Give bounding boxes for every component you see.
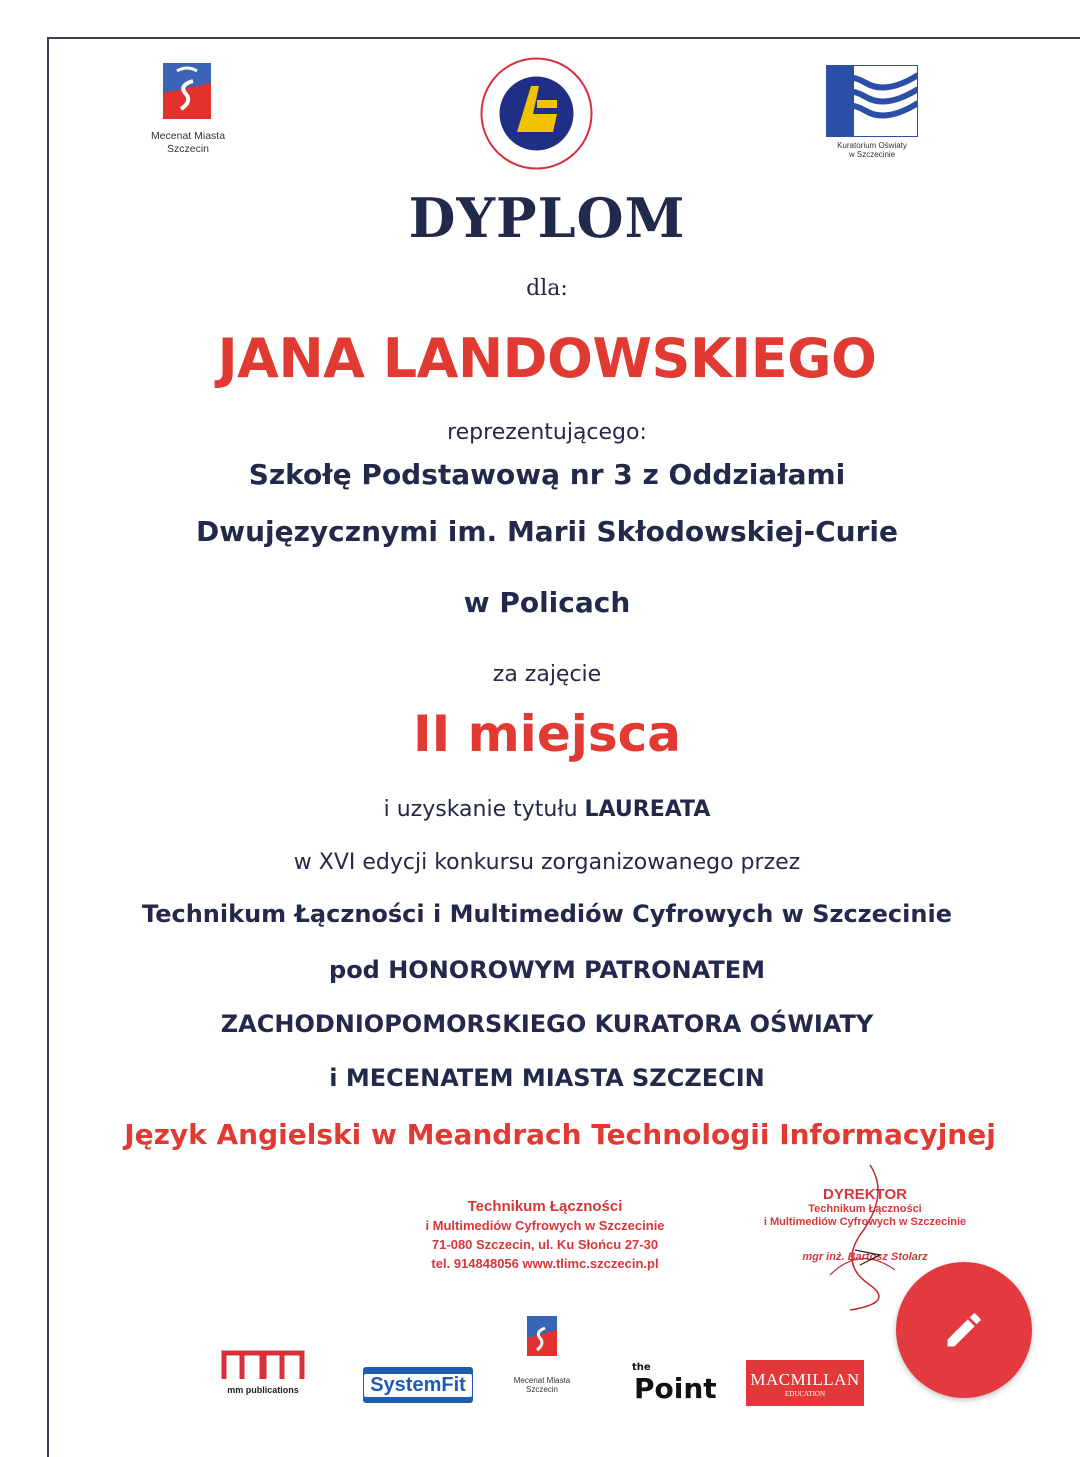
address-line1: Technikum Łączności xyxy=(467,1198,623,1215)
mecenat-small-logo xyxy=(527,1316,557,1356)
diploma-title: DYPLOM xyxy=(408,186,686,250)
school-city: w Policach xyxy=(463,586,631,619)
title-line-bold: LAUREATA xyxy=(584,797,711,822)
patronage-line3: i MECENATEM MIASTA SZCZECIN xyxy=(329,1064,765,1092)
representing-label: reprezentującego: xyxy=(447,420,647,445)
macmillan-logo xyxy=(746,1360,864,1406)
place-text: II miejsca xyxy=(412,705,682,763)
mecenat-caption: Mecenat Miasta Szczecin xyxy=(150,130,226,155)
title-line-prefix: i uzyskanie tytułu xyxy=(383,797,585,822)
address-line2: i Multimediów Cyfrowych w Szczecinie xyxy=(425,1218,665,1233)
recipient-name: JANA LANDOWSKIEGO xyxy=(217,327,877,390)
systemfit-text: SystemFit xyxy=(364,1374,472,1397)
address-line3: 71-080 Szczecin, ul. Ku Słońcu 27-30 xyxy=(431,1237,659,1252)
systemfit-logo xyxy=(363,1367,473,1403)
for-label: dla: xyxy=(526,276,568,301)
stamp-line1: Technikum Łączności xyxy=(808,1203,922,1215)
mecenat-logo xyxy=(163,63,211,119)
title-line xyxy=(47,797,1047,822)
kuratorium-logo xyxy=(826,65,918,137)
organizer-name: Technikum Łączności i Multimediów Cyfrowych w Szczecinie xyxy=(142,900,952,928)
school-name-line2: Dwujęzycznymi im. Marii Skłodowskiej-Curie xyxy=(196,515,898,548)
macmillan-sub: EDUCATION xyxy=(784,1390,826,1398)
kuratorium-caption: Kuratorium Oświaty w Szczecinie xyxy=(837,141,907,159)
mm-publications-text: mm publications xyxy=(227,1385,299,1395)
macmillan-text: MACMILLAN xyxy=(750,1370,860,1389)
address-block xyxy=(395,1197,695,1273)
the-point-logo xyxy=(630,1360,750,1408)
for-place-label: za zajęcie xyxy=(492,662,602,687)
edition-line: w XVI edycji konkursu zorganizowanego przez xyxy=(293,850,801,875)
address-line4: tel. 914848056 www.tlimc.szczecin.pl xyxy=(431,1256,659,1271)
contest-name: Język Angielski w Meandrach Technologii Informacyjnej xyxy=(124,1118,996,1151)
the-point-text: Point xyxy=(634,1372,717,1405)
signature xyxy=(800,1155,920,1315)
stamp-line3: mgr inż. Bartosz Stolarz xyxy=(802,1251,928,1263)
school-name-line1: Szkołę Podstawową nr 3 z Oddziałami xyxy=(248,458,846,491)
patronage-line1: pod HONOROWYM PATRONATEM xyxy=(329,956,765,984)
mecenat-small-caption: Mecenat Miasta Szczecin xyxy=(513,1376,571,1394)
stamp-line2: i Multimediów Cyfrowych w Szczecinie xyxy=(763,1216,967,1228)
the-point-small: the xyxy=(632,1362,651,1373)
mm-publications-logo xyxy=(220,1347,306,1399)
patronage-line2: ZACHODNIOPOMORSKIEGO KURATORA OŚWIATY xyxy=(220,1010,874,1038)
pencil-icon xyxy=(942,1308,986,1352)
edit-button[interactable] xyxy=(896,1262,1032,1398)
stamp-title: DYREKTOR xyxy=(823,1186,907,1203)
school-seal xyxy=(479,56,594,171)
